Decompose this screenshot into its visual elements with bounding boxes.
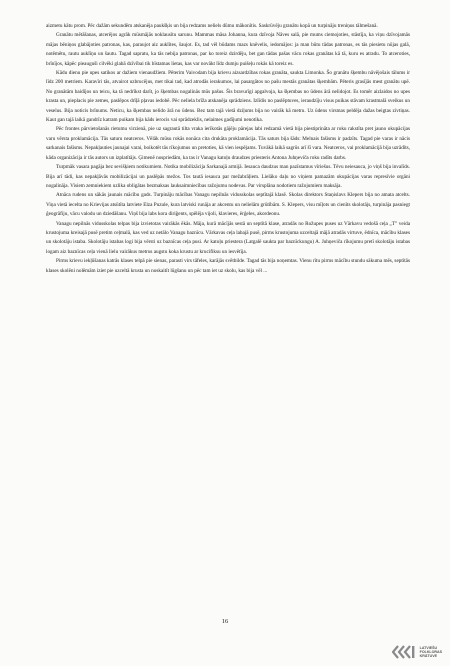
paragraph-2: Granātu mētāšanas, atcerējos agrāk mūsmājās noklausītu sarunu. Mammas māsa Johanna, kura dzīvoja Nāves salā, pie mums ciemojoties, stāstīja, ka viņu dzīvojamās mājas bēniņos glabājoties patronas, kas, paraujot aiz auklītes, šaujot. Es, tad vēl būdams mazs knēvelis, iedomājos: ja man būtu tādas patronas, es tās piesietu nūjas galā, notēmētu, rautu auklīņu un šautu. Tagad sapratu, ka tās nebija patronas, par ko toreiz dzirdēju, bet gan tādas pašas vācu rokas granātas kā tā, kuru es atradu. To atceroties, brīnījos, kāpēc pieauguši cilvēki glabā dzīvībai tik bīstamas lietas, kas var novākt līdz dumju puišeļu rokās kā toreiz es.	[46, 32, 410, 67]
paragraph-4: Pēc frontes pārvietošanās rietumu virzienā, pie uz sagrautā tilta vraka ierīkotās gājēju pārejas labi redzamā vietā bija piestiprināta ar roku rakstīta pret jauno okupācijas varu vērsta proklamācija. Tās saturu neatceros. Vēlāk mūsu rokās nonāca cita drukāta proklamācija. Tās saturs bija šāds: Melnais fašisms ir padzīts. Tagad pie varas ir nācis sarkanais fašisms. Nepakļauties jaunajai varai, boikotēt tās rīkojumus un pretoties, kā vien iespējams. Tuvākā laikā sagrūs arī šī vara. Neatceros, vai proklamācijā bija uzrādīts, kāda organizācija ir tās autors un izplatītājs. Ģimenē nospriedām, ka tas ir Vanagu katoļu draudzes priesteris Antona Juhņeviča roku radīts darbs.	[46, 126, 410, 161]
paragraph-8: Pirms krievu iekļūšanas katrās klases telpā pie sienas, parasti virs tāfeles, karājās svētbilde. Tagad tās bija noņemtas. Vienu rītu pirms mācību stundu sākuma mēs, septītās klases skolēni nolēmām iziet pie uzceltā krusta un noskaitīt lūgšanu un pēc tam iet uz skolu, kas bija vēl ...	[46, 258, 410, 274]
paragraph-5: Turpmāk vasara pagāja bez sevišķiem notikumiem. Notika mobilizācija Sarkanajā armijā. Iesauca daudzus man pazīstamus vīriešus. Tēvu neiesauca, jo viņš bija invalīds. Bija arī tādi, kas nepakļāvās mobilizācijai un paslēpās mežos. Tos tautā iesauca par mežabrāļiem. Lielāko daļu no viņiem pamazām okupācijas varas represīvie orgāni nogalināja. Visiem zemniekiem uzlika obligātas bezmaksas lauksaimniecības ražojumu nodevas. Par virsplāna nodotiem ražojumiem maksāja.	[46, 164, 410, 189]
paragraph-1: aizmetu kātu prom. Pēc dažām sekundēm atskanēja paukšķis un bija redzams neliels dūmu mākonītis. Saskrūvēju granātu kopā un turpināju treniņus tālmešanā.	[46, 23, 378, 29]
paragraph-7: Vanagu nepilnās vidusskolas telpas bija izvietotas vairākās ēkās. Māja, kurā mācījās sestā un septītā klase, atradās no Rožupes puses uz Vārkavu vedošā ceļa „T” veida krustojuma kreisajā pusē pretim ceļmalā, kas ved uz netālo Vanagu baznīcu. Vārkavas ceļa labajā pusē, pirms krustojuma uzceltajā mājā atradās virtuve, ēdnīca, mācību klases un skolotāju istaba. Skolotāju istabas logi bija vērsti uz baznīcas ceļa pusi. Ar katoļu priestera (Latgalē saukta par baznīckungu) A. Juhņeviča rīkojumu pretī skolotāju istabas logam aiz baznīcas ceļa vienā lielu vairākus metrus augstu koka krustu ar krucifiksu un iesvētīja.	[46, 220, 410, 255]
stamp-line-1: LATVIEŠU	[419, 645, 438, 650]
document-body	[46, 22, 410, 276]
stamp-line-2: FOLKLORAS	[419, 649, 442, 654]
page-number: 16	[221, 618, 229, 625]
archive-stamp	[392, 644, 442, 660]
stamp-line-3: KRĀTUVE	[419, 654, 438, 659]
paragraph-6: Atnāca rudens un sākās jaunais mācību gads. Turpināju mācības Vanagu nepilnās vidusskolas septītajā klasē. Skolas direktors Staņislavs Klepers bija no amata atcelts. Viņa vietā iecelta no Krievijas atsūtīta latviete Elza Puzule, kura latviski runāja ar akcentu un neliеlām grūtībām. S. Klepers, visu mīļots un cienīts skolotājs, turpināja pasniegt ģeogrāfiju, vācu valodu un dziedāšanu. Viņš bija labs kora diriģents, spēlēja vijoli, klavieres, ērģeles, akordeonu.	[46, 192, 410, 218]
archive-stamp-label	[420, 646, 442, 659]
archive-logo-icon	[392, 644, 418, 660]
paragraph-3: Kādu dienu pie upes satikos ar dažiem vienaudžiem. Pēterim Vaivodam bija krievu aizsardzības rokas granāta, saukta Limonka. Šo granātu šķembu nāvējošais tālums ir līdz 200 metriem. Karavīri tās, atvairot uzbrucējus, met tikai tad, kad atrodās ierakumos, lai pasargātos no pašu mestās granātas šķembām. Pēteris grasījās mest granātu upē. No granātām baidījos un teicu, ka tā nedrīkst darīt, jo šķembas nogalinās mūs pašus. Šis bravurīgi apgalvoja, ka šķembas no ūdens ārā nelidojot. Es tomēr aizlaidos no upes krasta un, pieplacis pie zemes, paslēpos drīļā pļavas iedobē. Pēc nelielа brīža atskanēja sprādziens. Izlīdis no paslēptuves, ieraudzīju visus puikas stāvam krastmalā sveikus un veselus. Bija noticis brīnums. Neticu, ka šķembas nelido ārā no ūdens. Bez tam tajā vietā dziļums bija no vairāk kā metru. Uz ūdens virsmas peldēja dažas beigtas zivtiņas. Kaut gan tajā laikā gandrīz katram puikam bija kāds ierocis vai sprādzeklis, nelaimes gadījumi nenotika.	[46, 70, 410, 124]
